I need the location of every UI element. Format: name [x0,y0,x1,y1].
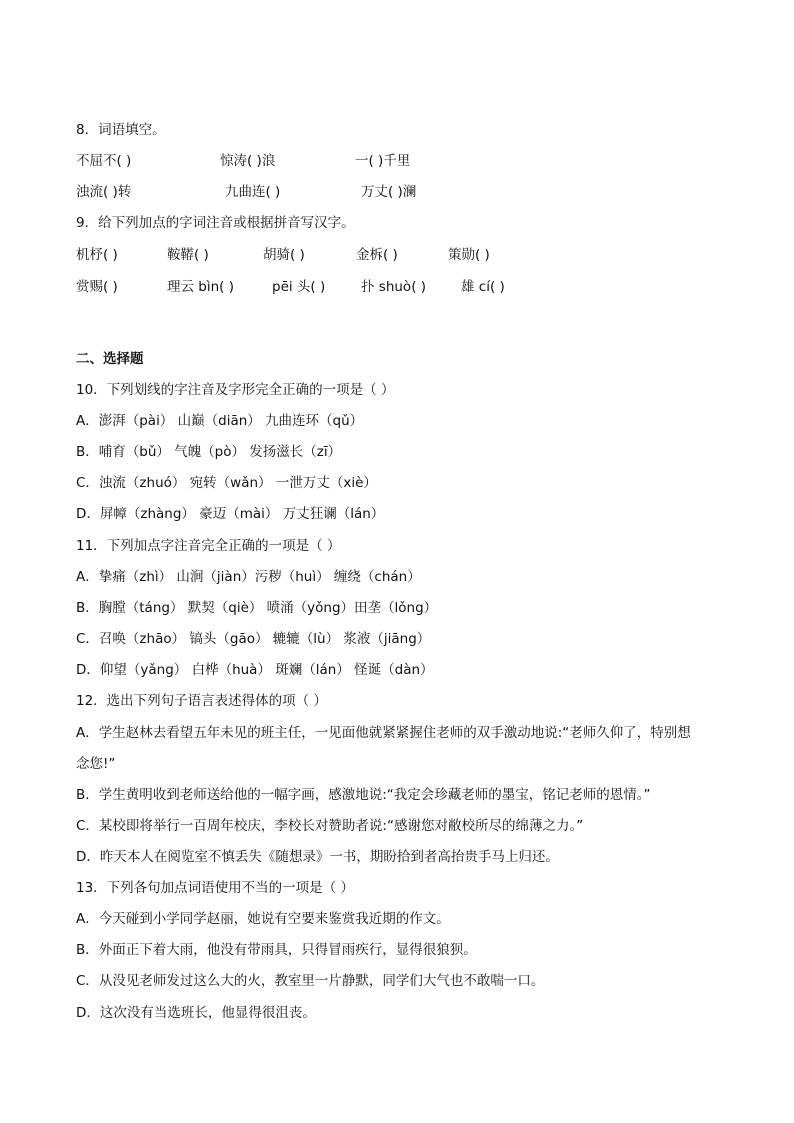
pinyin-item: 赏赐( ) [76,279,118,295]
q12-stem: 12．选出下列句子语言表述得体的项（ ） [76,693,327,709]
pinyin-item: 扑 shuò( ) [361,279,427,295]
pinyin-item: 金柝( ) [356,247,398,263]
section-heading: 二、选择题 [76,351,144,367]
q13-option-b: B．外面正下着大雨，他没有带雨具，只得冒雨疾行，显得很狼狈。 [76,942,477,958]
q11-stem: 11．下列加点字注音完全正确的一项是（ ） [76,538,341,554]
q10-option-d: D．屏幛（zhàng） 豪迈（mài） 万丈狂谰（lán） [76,506,385,522]
q9-title: 9．给下列加点的字词注音或根据拼音写汉字。 [76,215,355,231]
blank-item: 一( )千里 [355,153,411,169]
q12-option-d: D．昨天本人在阅览室不慎丢失《随想录》一书，期盼拾到者高抬贵手马上归还。 [76,849,559,865]
q8-title: 8．词语填空。 [76,122,166,138]
q10-option-a: A．澎湃（pài） 山巅（diān） 九曲连环（qǔ） [76,413,364,429]
q12-option-a-cont: 念您!” [76,756,116,772]
q10-option-b: B．哺育（bǔ） 气魄（pò） 发扬滋长（zī） [76,444,342,460]
pinyin-item: pēi 头( ) [272,279,326,295]
q13-option-c: C．从没见老师发过这么大的火，教室里一片静默，同学们大气也不敢喘一口。 [76,973,545,989]
pinyin-item: 机杼( ) [76,247,118,263]
pinyin-item: 理云 bìn( ) [167,279,234,295]
q10-stem: 10．下列划线的字注音及字形完全正确的一项是（ ） [76,382,395,398]
q12-option-b: B．学生黄明收到老师送给他的一幅字画，感激地说:“我定会珍藏老师的墨宝，铭记老师的恩情。” [76,787,651,803]
q13-option-a: A．今天碰到小学同学赵丽，她说有空要来鉴赏我近期的作文。 [76,911,450,927]
q12-option-c: C．某校即将举行一百周年校庆，李校长对赞助者说:“感谢您对敝校所尽的绵薄之力。” [76,818,584,834]
q11-option-a: A．挚痛（zhì） 山涧（jiàn）污秽（huì） 缠绕（chán） [76,569,421,585]
q11-option-c: C．召唤（zhāo） 镐头（gāo） 辘辘（lù） 浆液（jiāng） [76,631,431,647]
q11-option-b: B．胸膛（táng） 默契（qiè） 喷涌（yǒng）田垄（lǒng） [76,600,438,616]
q10-option-c: C．浊流（zhuó） 宛转（wǎn） 一泄万丈（xiè） [76,475,377,491]
pinyin-item: 胡骑( ) [263,247,305,263]
blank-item: 不屈不( ) [76,153,132,169]
q12-option-a: A．学生赵林去看望五年未见的班主任，一见面他就紧紧握住老师的双手激动地说:“老师久仰了，特别想 [76,725,691,741]
pinyin-item: 鞍鞯( ) [167,247,209,263]
pinyin-item: 策勋( ) [448,247,490,263]
q13-stem: 13．下列各句加点词语使用不当的一项是（ ） [76,880,354,896]
pinyin-item: 雄 cí( ) [461,279,505,295]
blank-item: 浊流( )转 [76,184,132,200]
q13-option-d: D．这次没有当选班长，他显得很沮丧。 [76,1005,316,1021]
blank-item: 万丈( )澜 [361,184,417,200]
blank-item: 九曲连( ) [225,184,281,200]
blank-item: 惊涛( )浪 [220,153,276,169]
q11-option-d: D．仰望（yǎng） 白桦（huà） 斑斓（lán） 怪诞（dàn） [76,662,434,678]
